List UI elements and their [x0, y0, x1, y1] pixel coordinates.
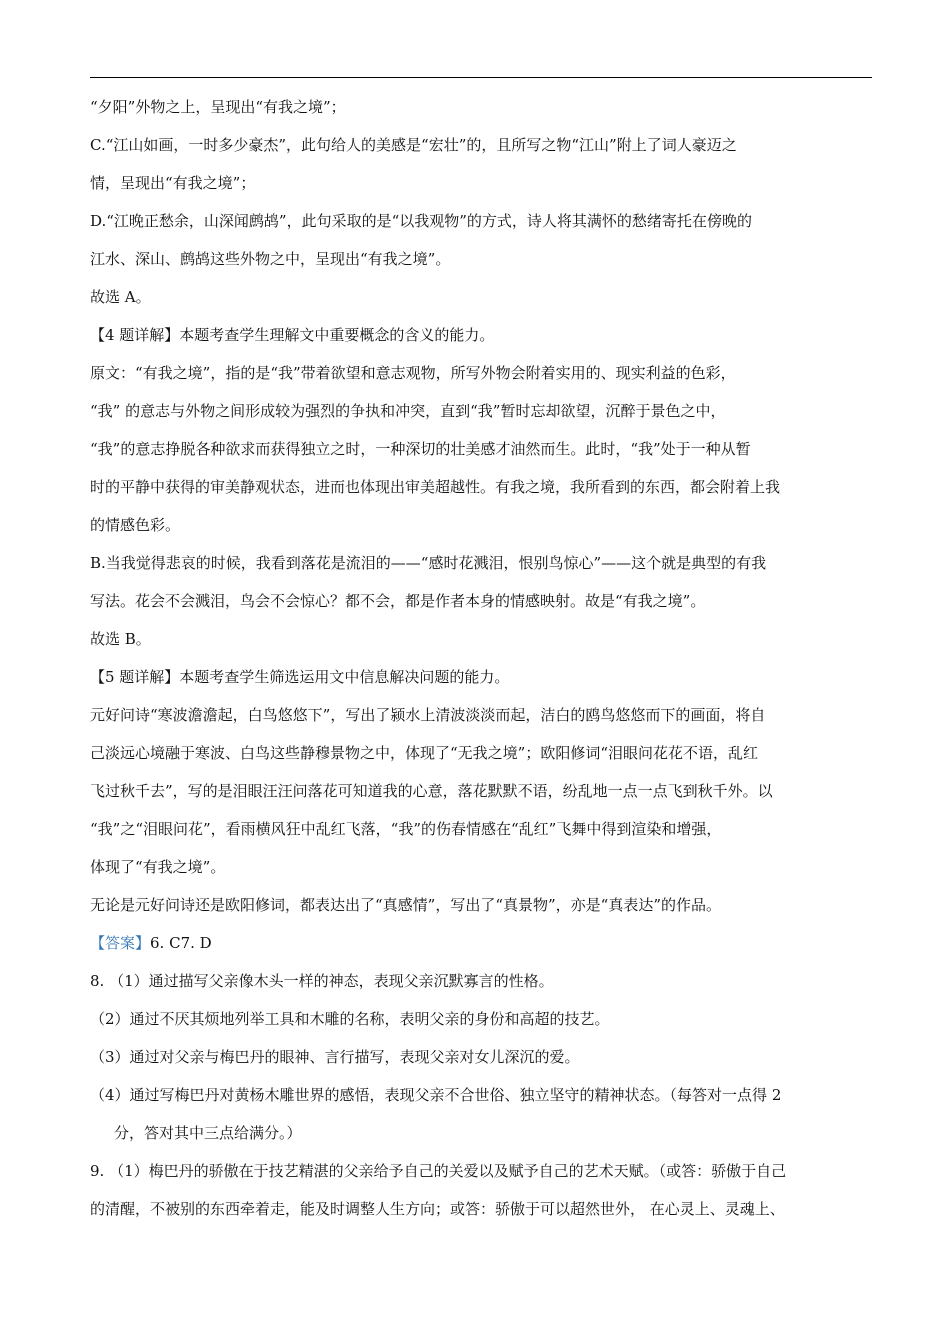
text-line: “我” 的意志与外物之间形成较为强烈的争执和冲突，直到“我”暂时忘却欲望，沉醉于景色之中，	[90, 402, 726, 420]
text-line: 江水、深山、鹧鸪这些外物之中，呈现出“有我之境”。	[90, 250, 451, 268]
text-line: 无论是元好问诗还是欧阳修词，都表达出了“真感情”，写出了“真景物”，亦是“真表达”的作品。	[90, 896, 722, 914]
text-line: 故选 A。	[90, 288, 151, 306]
text-line: 情，呈现出“有我之境”；	[90, 174, 256, 192]
answer-text: 6. C7. D	[150, 934, 212, 952]
text-line: 元好问诗“寒波澹澹起，白鸟悠悠下”，写出了颍水上清波淡淡而起，洁白的鸥鸟悠悠而下的画面，将自	[90, 706, 766, 724]
text-line: “夕阳”外物之上，呈现出“有我之境”；	[90, 98, 346, 116]
q8-line: （3）通过对父亲与梅巴丹的眼神、言行描写，表现父亲对女儿深沉的爱。	[90, 1048, 580, 1066]
text-line: 体现了“有我之境”。	[90, 858, 226, 876]
q8-line: （2）通过不厌其烦地列举工具和木雕的名称，表明父亲的身份和高超的技艺。	[90, 1010, 610, 1028]
answer-line	[90, 933, 212, 953]
q8-line: （4）通过写梅巴丹对黄杨木雕世界的感悟，表现父亲不合世俗、独立坚守的精神状态。（每答对一点得 2	[90, 1086, 782, 1104]
text-line: 飞过秋千去”，写的是泪眼汪汪问落花可知道我的心意，落花默默不语，纷乱地一点一点飞到秋千外。以	[90, 782, 773, 800]
text-line: 己淡远心境融于寒波、白鸟这些静穆景物之中，体现了“无我之境”；欧阳修词“泪眼问花花不语，乱红	[90, 744, 759, 762]
text-line: 【4 题详解】本题考查学生理解文中重要概念的含义的能力。	[90, 326, 495, 344]
text-line: 的情感色彩。	[90, 516, 181, 534]
text-line: 原文：“有我之境”，指的是“我”带着欲望和意志观物，所写外物会附着实用的、现实利益的色彩，	[90, 364, 736, 382]
text-line: 故选 B。	[90, 630, 151, 648]
text-line: 时的平静中获得的审美静观状态，进而也体现出审美超越性。有我之境，我所看到的东西，都会附着上我	[90, 478, 781, 496]
text-line: 【5 题详解】本题考查学生筛选运用文中信息解决问题的能力。	[90, 668, 510, 686]
text-line: 写法。花会不会溅泪，鸟会不会惊心？都不会，都是作者本身的情感映射。故是“有我之境”。	[90, 592, 706, 610]
answer-label: 【答案】	[90, 934, 151, 952]
q9-line: 的清醒，不被别的东西牵着走，能及时调整人生方向；或答：骄傲于可以超然世外， 在心灵上、灵魂上、	[90, 1200, 785, 1218]
q8-line: 8. （1）通过描写父亲像木头一样的神态，表现父亲沉默寡言的性格。	[90, 972, 554, 990]
text-line: D.“江晚正愁余，山深闻鹧鸪”，此句采取的是“以我观物”的方式，诗人将其满怀的愁绪寄托在傍晚的	[90, 212, 752, 230]
q8-line: 分，答对其中三点给满分。）	[114, 1124, 302, 1142]
text-line: “我”的意志挣脱各种欲求而获得独立之时，一种深切的壮美感才油然而生。此时，“我”处于一种从暂	[90, 440, 751, 458]
q9-line: 9. （1）梅巴丹的骄傲在于技艺精湛的父亲给予自己的关爱以及赋予自己的艺术天赋。（或答：骄傲于自己	[90, 1162, 787, 1180]
header-rule	[90, 77, 872, 78]
text-line: C.“江山如画，一时多少豪杰”，此句给人的美感是“宏壮”的，且所写之物“江山”附上了词人豪迈之	[90, 136, 737, 154]
text-line: B.当我觉得悲哀的时候，我看到落花是流泪的——“感时花溅泪，恨别鸟惊心”——这个就是典型的有我	[90, 554, 767, 572]
text-line: “我”之“泪眼问花”，看雨横风狂中乱红飞落，“我”的伤春情感在“乱红”飞舞中得到渲染和增强，	[90, 820, 722, 838]
